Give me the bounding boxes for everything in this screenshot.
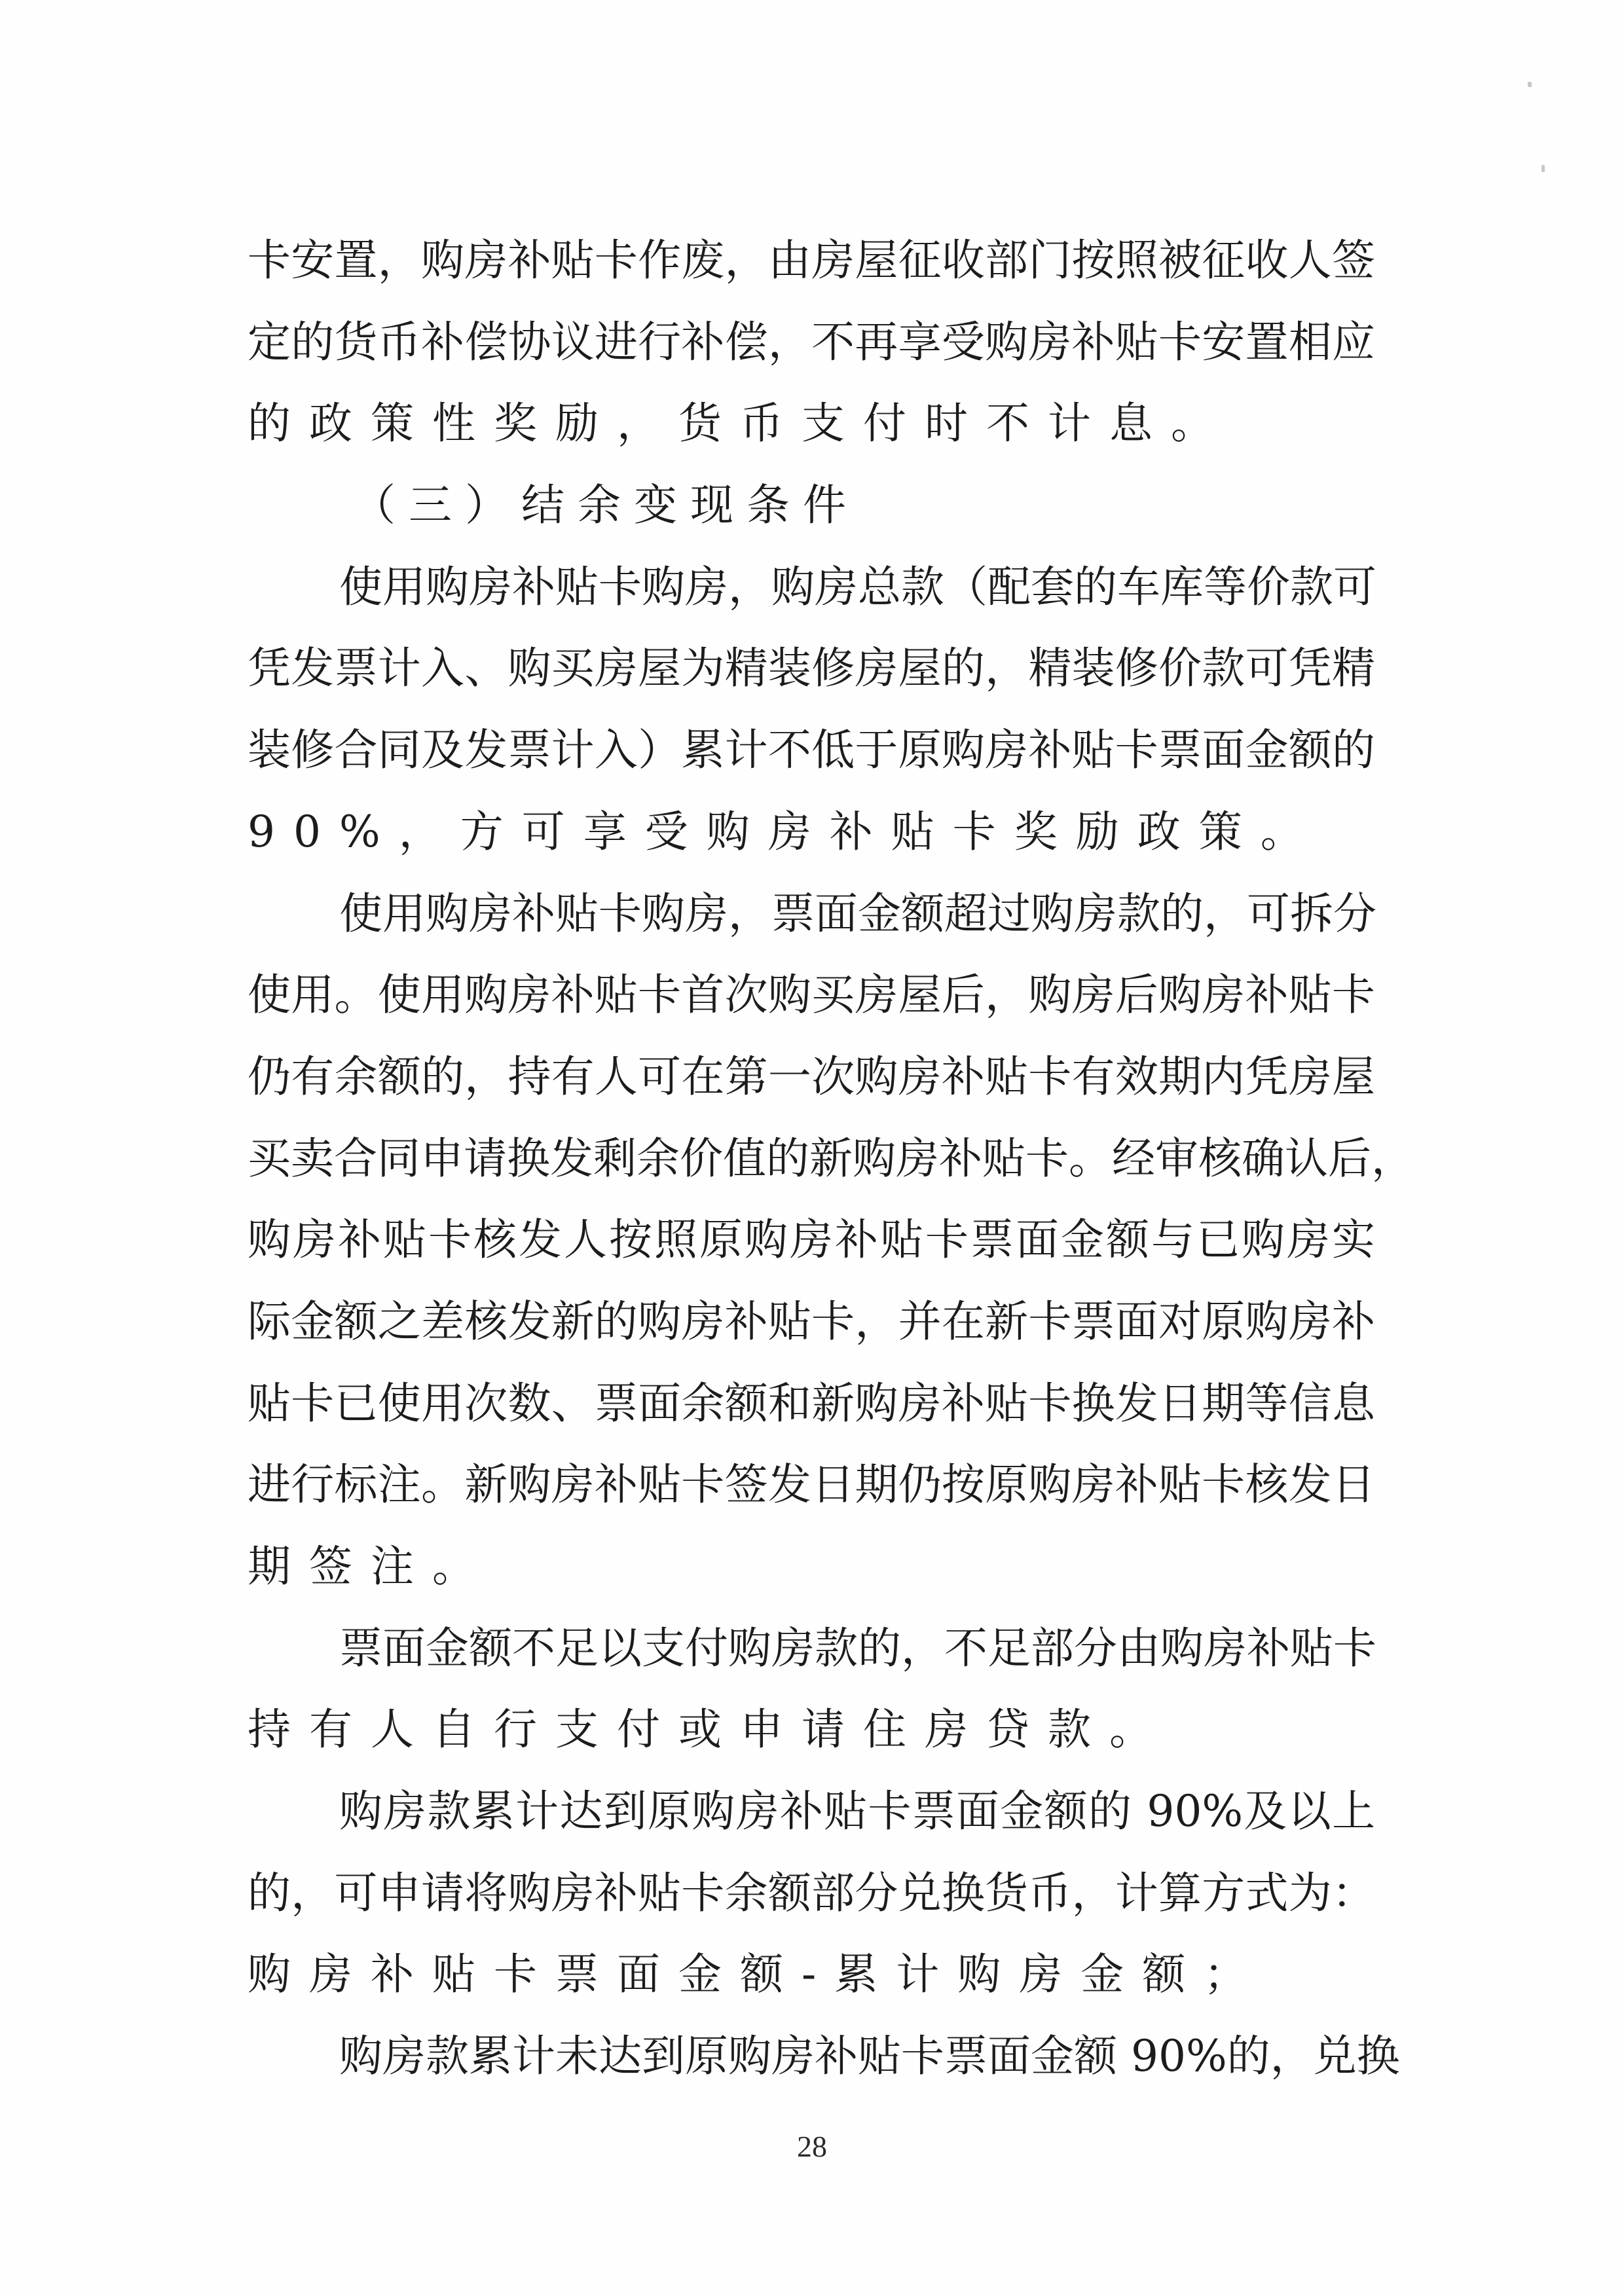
- scan-speck: [1541, 165, 1545, 172]
- paragraph-first-line: 使用购房补贴卡购房，购房总款（配套的车库等价款可: [339, 561, 1376, 612]
- section-heading: （三）结余变现条件: [352, 480, 859, 531]
- text-line: 际金额之差核发新的购房补贴卡，并在新卡票面对原购房补: [248, 1296, 1375, 1347]
- text-line: 期签注。: [248, 1541, 494, 1592]
- paragraph-first-line: 票面金额不足以支付购房款的，不足部分由购房补贴卡: [339, 1622, 1376, 1673]
- text-line: 卡安置，购房补贴卡作废，由房屋征收部门按照被征收人签: [248, 235, 1375, 285]
- text-line: 贴卡已使用次数、票面余额和新购房补贴卡换发日期等信息: [248, 1377, 1375, 1429]
- text-line: 凭发票计入、购买房屋为精装修房屋的，精装修价款可凭精: [248, 643, 1375, 694]
- paragraph-first-line: 购房款累计达到原购房补贴卡票面金额的 90%及以上: [339, 1786, 1375, 1837]
- paragraph-first-line: 购房款累计未达到原购房补贴卡票面金额 90%的，兑换: [339, 2031, 1400, 2082]
- body-text: [248, 220, 1414, 2098]
- text-line: 定的货币补偿协议进行补偿，不再享受购房补贴卡安置相应: [248, 316, 1375, 367]
- scan-speck: [1528, 82, 1532, 87]
- text-line: 进行标注。新购房补贴卡签发日期仍按原购房补贴卡核发日: [248, 1459, 1375, 1510]
- text-line: 90%，方可享受购房补贴卡奖励政策。: [248, 806, 1322, 857]
- text-line: 装修合同及发票计入）累计不低于原购房补贴卡票面金额的: [248, 725, 1375, 776]
- text-line: 买卖合同申请换发剩余价值的新购房补贴卡。经审核确认后，: [248, 1133, 1414, 1184]
- text-line: 的，可申请将购房补贴卡余额部分兑换货币，计算方式为：: [248, 1867, 1375, 1918]
- text-line: 持有人自行支付或申请住房贷款。: [248, 1704, 1171, 1755]
- text-line: 购房补贴卡票面金额-累计购房金额；: [248, 1949, 1266, 2000]
- paragraph-first-line: 使用购房补贴卡购房，票面金额超过购房款的，可拆分: [339, 888, 1376, 939]
- text-line: 使用。使用购房补贴卡首次购买房屋后，购房后购房补贴卡: [248, 970, 1375, 1021]
- text-line: 的政策性奖励，货币支付时不计息。: [248, 398, 1232, 449]
- text-line: 仍有余额的，持有人可在第一次购房补贴卡有效期内凭房屋: [248, 1051, 1375, 1102]
- page-number: 28: [797, 2130, 827, 2163]
- text-line: 购房补贴卡核发人按照原购房补贴卡票面金额与已购房实: [248, 1214, 1375, 1266]
